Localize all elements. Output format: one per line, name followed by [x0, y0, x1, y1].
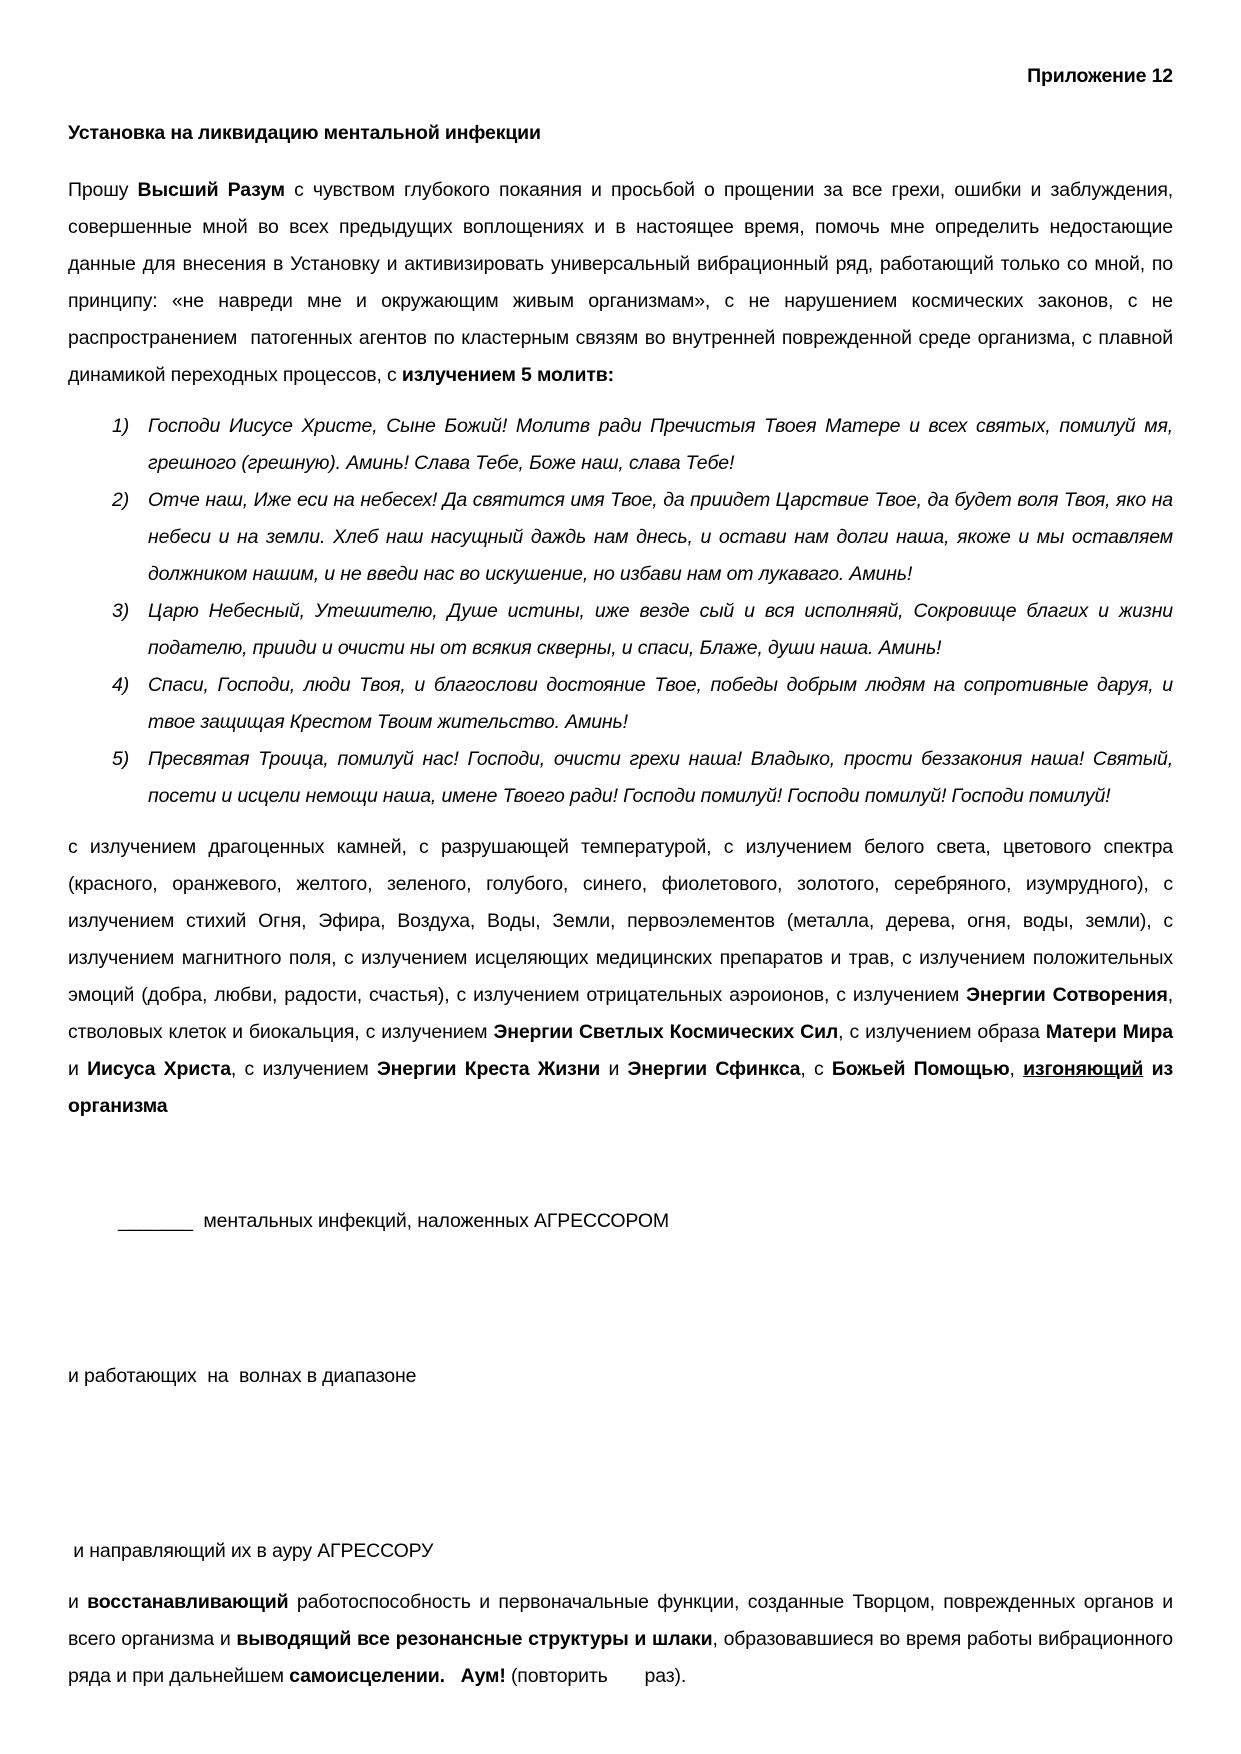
restore-paragraph — [68, 1584, 1173, 1695]
prayer-number: 1) — [112, 415, 130, 437]
text-run: Энергии Сфинкса — [627, 1058, 801, 1080]
text-run: (повторить раз). — [505, 1665, 687, 1687]
text-run: из организма — [68, 1058, 1173, 1117]
infections-text: ментальных инфекций, наложенных АГРЕССОРОМ — [192, 1210, 669, 1232]
radiation-paragraph — [68, 829, 1173, 1125]
text-run: и — [68, 1058, 88, 1080]
text-run: с чувством глубокого покаяния и просьбой о прощении за все грехи, ошибки и заблуждения, совершенные мной во всех предыдущих воплощениях и в настоящее время, помочь мне определить недостающие данные для внесения в Установку и активизировать универсальный вибрационный ряд, работающий только со мной, по принципу: «не навреди мне и окружающим живым организмам», с не нарушением космических законов, с не распространением патогенных агентов по кластерным связям во внутренней поврежденной среде организма, с плавной динамикой переходных процессов, с — [68, 179, 1173, 386]
text-run: с излучением драгоценных камней, с разрушающей температурой, с излучением белого света, цветового спектра (красного, оранжевого, желтого, зеленого, голубого, синего, фиолетового, золотого, серебряного, изумрудного), с излучением стихий Огня, Эфира, Воздуха, Воды, Земли, первоэлементов (металла, дерева, огня, воды, земли), с излучением магнитного поля, с излучением исцеляющих медицинских препаратов и трав, с излучением положительных эмоций (добра, любви, радости, счастья), с излучением отрицательных аэроионов, с излучением — [68, 836, 1173, 1006]
blank-underline: _______ — [118, 1210, 193, 1232]
prayer-text: Царю Небесный, Утешителю, Душе истины, иже везде сый и вся исполняяй, Сокровище благих и жизни подателю, прииди и очисти ны от всякия скверны, и спаси, Блаже, души наша. Аминь! — [148, 600, 1173, 659]
text-run: и — [68, 1591, 88, 1613]
prayer-item — [68, 667, 1173, 741]
text-run: Божьей Помощью — [831, 1058, 1010, 1080]
prayers-list — [68, 408, 1173, 815]
prayer-text: Пресвятая Троица, помилуй нас! Господи, очисти грехи наша! Владыко, прости беззакония наша! Святый, посети и исцели немощи наша, имене Твоего ради! Господи помилуй! Господи помилуй! Господи помилуй! — [148, 748, 1173, 807]
text-run: восстанавливающий — [87, 1591, 289, 1613]
prayer-item — [68, 408, 1173, 482]
prayer-text: Отче наш, Иже еси на небесех! Да святится имя Твое, да приидет Царствие Твое, да будет воля Твоя, яко на небеси и на земли. Хлеб наш насущный даждь нам днесь, и остави нам долги наша, якоже и мы оставляем должником нашим, и не введи нас во искушение, но избави нам от лукаваго. Аминь! — [148, 489, 1173, 585]
text-run: , с — [800, 1058, 832, 1080]
text-run: самоисцелении. — [289, 1665, 445, 1687]
prayer-number: 2) — [112, 489, 130, 511]
text-run: , — [1009, 1058, 1024, 1080]
text-run: Прошу — [68, 179, 138, 201]
text-run: , с излучением образа — [838, 1021, 1046, 1043]
prayer-item — [68, 741, 1173, 815]
text-run: Аум! — [460, 1665, 506, 1687]
text-run: , с излучением — [230, 1058, 377, 1080]
text-run — [445, 1665, 461, 1687]
prayer-number: 5) — [112, 748, 130, 770]
prayer-number: 3) — [112, 600, 130, 622]
text-run: Иисуса Христа — [87, 1058, 231, 1080]
text-run: Энергии Креста Жизни — [376, 1058, 601, 1080]
intro-paragraph — [68, 172, 1173, 394]
prayer-text: Спаси, Господи, люди Твоя, и благослови достояние Твое, победы добрым людям на сопротивные даруя, и твое защищая Крестом Твоим жительство. Аминь! — [148, 674, 1173, 733]
text-run: выводящий все резонансные структуры и шлаки — [236, 1628, 713, 1650]
text-run: Энергии Сотворения — [966, 984, 1168, 1006]
text-run: излучением 5 молитв: — [401, 364, 614, 386]
text-run: Матери Мира — [1045, 1021, 1173, 1043]
prayer-item — [68, 482, 1173, 593]
text-run: и — [600, 1058, 628, 1080]
waves-line: и работающих на волнах в диапазоне — [68, 1365, 417, 1387]
document-title: Установка на ликвидацию ментальной инфекции — [68, 122, 541, 144]
prayer-text: Господи Иисусе Христе, Сыне Божий! Молитв ради Пречистыя Твоея Матере и всех святых, помилуй мя, грешного (грешную). Аминь! Слава Тебе, Боже наш, слава Тебе! — [148, 415, 1173, 474]
text-run: Энергии Светлых Космических Сил — [493, 1021, 839, 1043]
text-run: , стволовых клеток и биокальция, с излучением — [68, 984, 1174, 1043]
appendix-label: Приложение 12 — [1027, 65, 1173, 87]
text-run: Высший Разум — [137, 179, 285, 201]
text-run: работоспособность и первоначальные функции, созданные Творцом, поврежденных органов и всего организма и — [68, 1591, 1173, 1650]
prayer-item — [68, 593, 1173, 667]
prayer-number: 4) — [112, 674, 130, 696]
infections-blank-line — [68, 1203, 1173, 1240]
text-run: изгоняющий — [1023, 1058, 1144, 1080]
aura-line: и направляющий их в ауру АГРЕССОРУ — [68, 1540, 434, 1562]
text-run: , образовавшиеся во время работы вибрационного ряда и при дальнейшем — [68, 1628, 1173, 1687]
